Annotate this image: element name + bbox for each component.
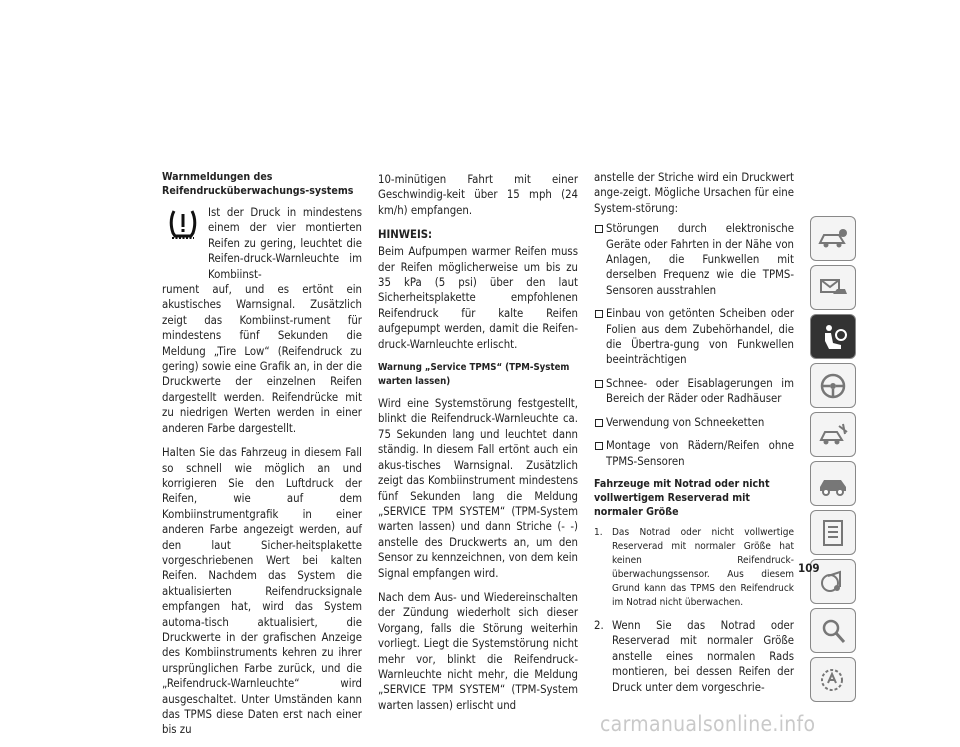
warning-block: [162, 205, 362, 282]
crash-car-icon: [817, 422, 849, 448]
tab-service[interactable]: [810, 461, 856, 506]
page-number: 109: [798, 561, 820, 575]
paragraph: Halten Sie das Fahrzeug in diesem Fall so schnell wie möglich an und korrigieren Sie den Luftdruck der Reifen, wie auf dem Kombiinstrumentgrafik in einer anderen Farbe angezeigt werden, auf den laut Sicher-heitsplakette vorgeschriebenen Wert bei kalten Reifen. Nachdem das System die aktualisierten Reifendrucksignale empfangen hat, wird das System automa-tisch aktualisiert, die Druckwerte in der grafischen Anzeige des Kombiinstruments kehren zu ihrer ursprünglichen Farbe zurück, und die „Reifendruck-Warnleuchte“ wird ausgeschaltet. Unter Umständen kann das TPMS diese Daten erst nach einer bis zu: [162, 446, 362, 737]
airbag-seat-icon: [817, 323, 849, 351]
language-icon: [819, 665, 847, 695]
music-note-icon: [819, 567, 847, 597]
tire-pressure-warning-icon: [168, 207, 198, 241]
paragraph: anstelle der Striche wird ein Druckwert ange-zeigt. Mögliche Ursachen für eine System-störung:: [594, 171, 794, 215]
tab-driving[interactable]: [810, 363, 856, 408]
section-heading: Warnung „Service TPMS“ (TPM-System warten lassen): [378, 362, 570, 388]
numbered-item: 2. Wenn Sie das Notrad oder Reserverad mit normaler Größe anstelle eines normalen Rads montieren, bei dessen Reifen der Druck unter dem vorgeschrie-: [594, 618, 794, 694]
paragraph: Wird eine Systemstörung festgestellt, blinkt die Reifendruck-Warnleuchte ca. 75 Sekunden lang und leuchtet dann ständig. In diesem Fall ertönt auch ein akus-tisches Warnsignal. Zusätzlich zeigt das Kombiinstrument mindestens fünf Sekunden lang die Meldung „SERVICE TPM SYSTEM“ (TPM-System warten lassen) und dann Striche (- -) anstelle des Druckwerts an, um den Sensor zu kennzeichnen, von dem kein Signal empfangen wird.: [378, 397, 578, 580]
checklist-icon: [819, 518, 847, 548]
car-service-icon: [817, 471, 849, 497]
tab-specifications[interactable]: [810, 510, 856, 555]
chapter-tabs: [810, 216, 856, 706]
tab-index[interactable]: [810, 608, 856, 653]
checkbox-bullet-icon: [595, 310, 603, 318]
tab-languages[interactable]: [810, 657, 856, 702]
column-2: [378, 172, 578, 722]
paragraph: 10-minütigen Fahrt mit einer Geschwindig-keit über 15 mph (24 km/h) empfangen.: [378, 173, 578, 217]
magnifier-icon: [819, 616, 847, 646]
envelope-car-icon: [817, 276, 849, 300]
numbered-item: 1. Das Notrad oder nicht vollwertige Reserverad mit normaler Größe hat keinen Reifendruck-überwachungssensor. Aus diesem Grund kann das TPMS den Reifendruck im Notrad nicht überwachen.: [594, 526, 794, 608]
tab-safety[interactable]: [810, 314, 856, 359]
bullet-item: Störungen durch elektronische Geräte oder Fahrten in der Nähe von Anlagen, die Funkwellen mit derselben Frequenz wie die TPMS-Sensoren ausstrahlen: [594, 221, 794, 298]
section-heading: Fahrzeuge mit Notrad oder nicht vollwertigem Reserverad mit normaler Größe: [594, 477, 770, 518]
warning-text: Ist der Druck in mindestens einem der vier montierten Reifen zu gering, leuchtet die Reifen-druck-Warnleuchte im Kombiinst-: [208, 206, 362, 281]
bullet-item: Schnee- oder Eisablagerungen im Bereich der Räder oder Radhäuser: [594, 376, 794, 407]
paragraph: rument auf, und es ertönt ein akustisches Warnsignal. Zusätzlich zeigt das Kombiinst-rument für mindestens fünf Sekunden die Meldung „Tire Low“ (Reifendruck zu gering) sowie eine Grafik an, in der die Druckwerte der einzelnen Reifen dargestellt werden. Reifendrücke mit zu niedrigen Werten werden in einer anderen Farbe dargestellt.: [162, 283, 362, 435]
tab-car-info[interactable]: [810, 216, 856, 261]
section-heading: Warnmeldungen des Reifendrucküberwachungs-systems: [162, 171, 354, 197]
bullet-item: Montage von Rädern/Reifen ohne TPMS-Sensoren: [594, 438, 794, 469]
note-text: Beim Aufpumpen warmer Reifen muss der Reifen möglicherweise um bis zu 35 kPa (5 psi) über den laut Sicherheitsplakette empfohlenen Reifendruck für kalte Reifen aufgepumpt werden, damit die Reifen-druck-Warnleuchte erlischt.: [378, 245, 578, 351]
checkbox-bullet-icon: [595, 225, 603, 233]
column-3: [594, 170, 794, 703]
note-label: HINWEIS:: [378, 228, 433, 242]
checkbox-bullet-icon: [595, 419, 603, 427]
watermark: carmanualsonline.info: [600, 712, 816, 736]
checkbox-bullet-icon: [595, 442, 603, 450]
tab-emergency[interactable]: [810, 412, 856, 457]
checkbox-bullet-icon: [595, 380, 603, 388]
paragraph: Nach dem Aus- und Wiedereinschalten der Zündung wiederholt sich dieser Vorgang, falls die Störung weiterhin vorliegt. Liegt die Systemstörung nicht mehr vor, blinkt die Reifendruck-Warnleuchte nicht mehr, die Meldung „SERVICE TPM SYSTEM“ (TPM-System warten lassen) erlischt und: [378, 590, 578, 712]
tab-getting-started[interactable]: [810, 265, 856, 310]
bullet-item: Verwendung von Schneeketten: [594, 415, 794, 430]
car-info-icon: [817, 227, 849, 251]
bullet-item: Einbau von getönten Scheiben oder Folien aus dem Zubehörhandel, die die Übertra-gung von Funkwellen beeinträchtigen: [594, 306, 794, 368]
column-1: [162, 170, 362, 747]
steering-wheel-icon: [818, 371, 848, 401]
